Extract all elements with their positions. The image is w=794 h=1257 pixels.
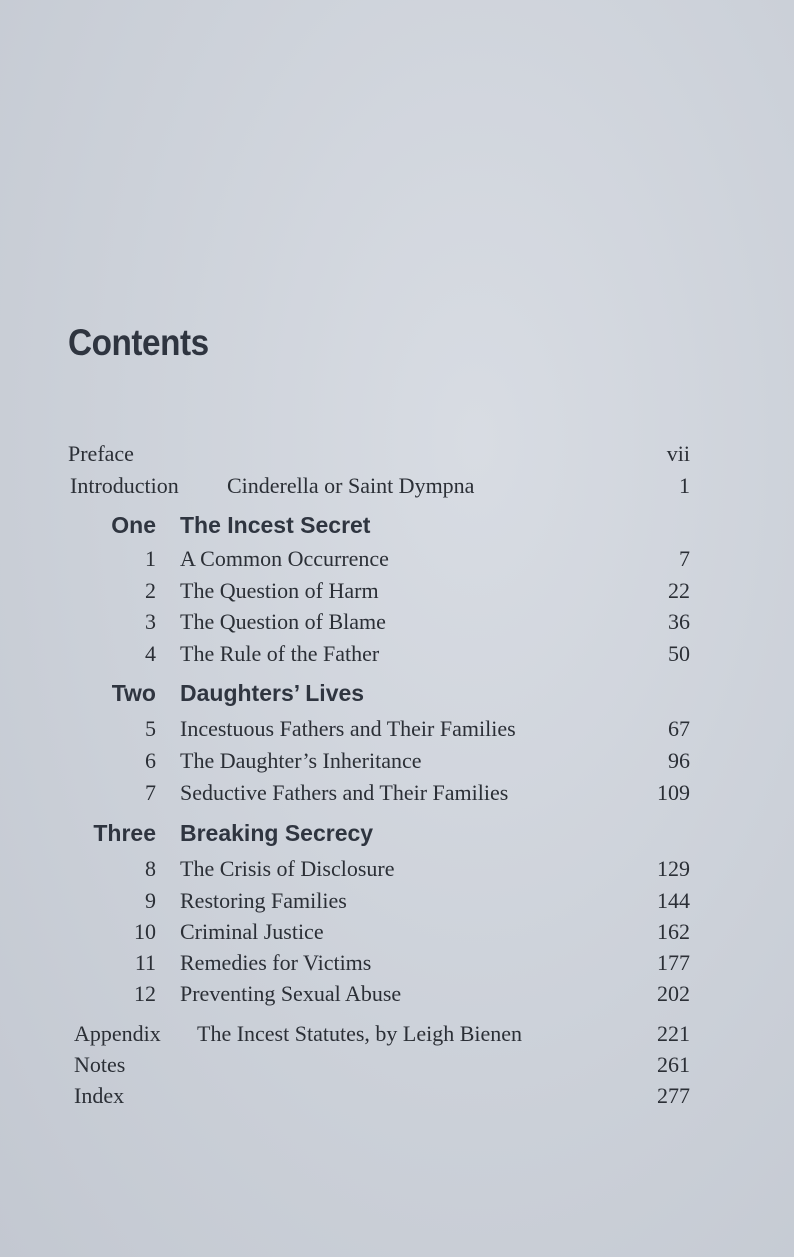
part-number: Three: [93, 820, 156, 846]
chapter-number: 11: [134, 950, 156, 975]
chapter-title: The Crisis of Disclosure: [180, 856, 395, 881]
entry-title: Cinderella or Saint Dympna: [227, 473, 475, 498]
part-title: Breaking Secrecy: [180, 820, 374, 846]
entry-label: Preface: [68, 441, 134, 466]
chapter-number: 4: [145, 641, 156, 666]
chapter-title: The Rule of the Father: [180, 641, 380, 666]
chapter-title: The Question of Harm: [180, 578, 379, 603]
chapter-number: 5: [145, 716, 156, 741]
chapter-title: A Common Occurrence: [180, 546, 389, 571]
part-number: Two: [111, 680, 156, 706]
part-number: One: [111, 512, 156, 538]
entry-page: 1: [679, 473, 690, 498]
chapter-title: Seductive Fathers and Their Families: [180, 780, 509, 805]
entry-page: vii: [666, 441, 690, 466]
entry-page: 261: [657, 1052, 690, 1077]
entry-label: Appendix: [74, 1021, 161, 1046]
chapter-page: 67: [668, 716, 690, 741]
chapter-number: 2: [145, 578, 156, 603]
chapter-title: The Daughter’s Inheritance: [180, 748, 422, 773]
entry-page: 277: [657, 1083, 690, 1108]
chapter-title: Restoring Families: [180, 888, 347, 913]
part-title: The Incest Secret: [180, 512, 371, 538]
part-title: Daughters’ Lives: [180, 680, 365, 706]
chapter-title: Preventing Sexual Abuse: [180, 981, 402, 1006]
chapter-page: 50: [668, 641, 690, 666]
entry-page: 221: [657, 1021, 690, 1046]
chapter-title: Remedies for Victims: [180, 950, 372, 975]
toc-entry-appendix: [74, 1020, 161, 1048]
toc-entry-preface: [68, 440, 134, 468]
toc-entry-introduction: [70, 472, 179, 500]
chapter-number: 8: [145, 856, 156, 881]
chapter-number: 10: [134, 919, 156, 944]
chapter-number: 7: [145, 780, 156, 805]
entry-title: The Incest Statutes, by Leigh Bienen: [197, 1021, 523, 1046]
chapter-page: 202: [657, 981, 690, 1006]
chapter-number: 9: [145, 888, 156, 913]
chapter-page: 36: [668, 609, 690, 634]
page-title: Contents: [68, 322, 209, 363]
chapter-number: 1: [145, 546, 156, 571]
chapter-number: 3: [145, 609, 156, 634]
toc-entry-notes: [74, 1051, 125, 1079]
entry-label: Index: [74, 1083, 125, 1108]
chapter-page: 22: [668, 578, 690, 603]
chapter-page: 109: [657, 780, 690, 805]
chapter-title: Criminal Justice: [180, 919, 324, 944]
chapter-title: The Question of Blame: [180, 609, 386, 634]
entry-label: Notes: [74, 1052, 126, 1077]
chapter-title: Incestuous Fathers and Their Families: [180, 716, 516, 741]
chapter-page: 144: [657, 888, 690, 913]
chapter-page: 7: [679, 546, 690, 571]
chapter-page: 162: [657, 919, 690, 944]
chapter-page: 96: [668, 748, 690, 773]
toc-entry-index: [74, 1082, 124, 1110]
chapter-number: 12: [134, 981, 156, 1006]
chapter-page: 177: [657, 950, 690, 975]
chapter-page: 129: [657, 856, 690, 881]
entry-label: Introduction: [70, 473, 179, 498]
chapter-number: 6: [145, 748, 156, 773]
